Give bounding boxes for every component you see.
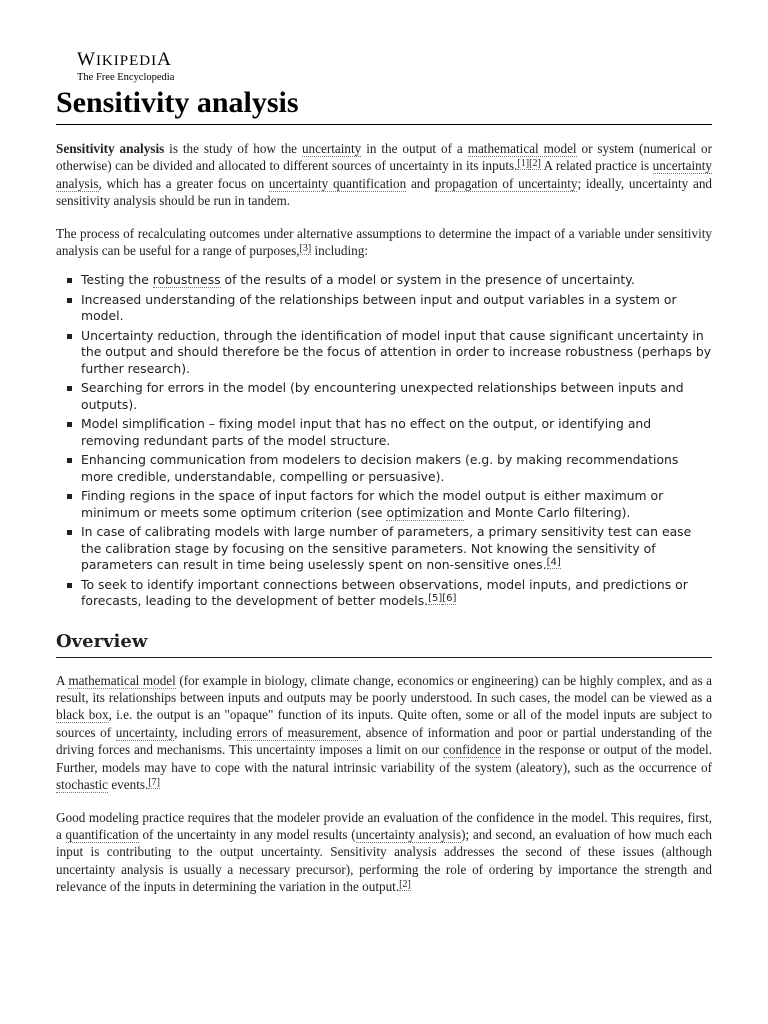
link-robustness[interactable]: robustness [152,272,221,288]
citation-2[interactable]: [2] [529,158,541,170]
link-uncertainty-analysis[interactable]: uncertainty analysis [56,158,712,191]
citation-6[interactable]: [6] [442,593,457,605]
overview-paragraph-2: Good modeling practice requires that the modeler provide an evaluation of the confidence in the model. This requires, first, a quantification of the uncertainty in any model results (uncertainty analysis); and second, an evaluation of how much each input is contributing to the output uncertainty. Sensitivity analysis addresses the second of these issues (although uncertainty analysis is usually a necessary precursor), performing the role of ordering by importance the strength and relevance of the inputs in determining the variation in the output.[2] [56,809,713,895]
list-item: Uncertainty reduction, through the identification of model input that cause significant uncertainty in the output and should therefore be the focus of attention in order to increase robustness (perhaps by further research). [81,328,712,376]
intro-paragraph-2: The process of recalculating outcomes under alternative assumptions to determine the impact of a variable under sensitivity analysis can be useful for a range of purposes,[3] including: [56,225,712,259]
link-errors-of-measurement[interactable]: errors of measurement [236,724,358,740]
citation-3[interactable]: [3] [299,243,312,255]
lead-term: Sensitivity analysis [56,141,165,156]
intro-paragraph-1: Sensitivity analysis is the study of how the uncertainty in the output of a mathematical model or system (numerical or otherwise) can be divided and allocated to different sources of uncertainty in its inputs.[1][2] A related practice is uncertainty analysis, which has a greater focus on uncertainty quantification and propagation of uncertainty; ideally, uncertainty and sensitivity analysis should be run in tandem. [56,141,713,209]
link-uncertainty-quantification[interactable]: uncertainty quantification [268,175,407,191]
article-body [56,140,712,896]
list-item: Enhancing communication from modelers to decision makers (e.g. by making recommendations more credible, understandable, compelling or persuasive). [81,452,712,485]
list-item: To seek to identify important connections between observations, model inputs, and predictions or forecasts, leading to the development of better models.[5][6] [81,577,712,610]
citation-2[interactable]: [2] [399,879,411,891]
link-mathematical-model[interactable]: mathematical model [68,672,176,688]
link-uncertainty[interactable]: uncertainty [115,724,175,740]
link-stochastic[interactable]: stochastic [56,777,109,793]
link-black-box[interactable]: black box [56,707,109,723]
link-mathematical-model[interactable]: mathematical model [467,141,577,156]
list-item: Searching for errors in the model (by encountering unexpected relationships between inputs and outputs). [81,380,712,413]
logo-wordmark: WIKIPEDIA [77,49,172,70]
citation-7[interactable]: [7] [148,777,160,789]
page-title: Sensitivity analysis [56,84,712,125]
link-uncertainty-analysis[interactable]: uncertainty analysis [355,826,462,842]
logo-tagline: The Free Encyclopedia [77,72,175,83]
list-item: Finding regions in the space of input factors for which the model output is either maximum or minimum or meets some optimum criterion (see optimization and Monte Carlo filtering). [81,488,712,521]
link-optimization[interactable]: optimization [386,504,464,520]
section-heading-overview: Overview [56,629,712,658]
wikipedia-logo[interactable] [77,50,174,84]
citation-5[interactable]: [5] [428,593,443,605]
list-item: In case of calibrating models with large number of parameters, a primary sensitivity test can ease the calibration stage by focusing on the sensitive parameters. Not knowing the sensitivity of parameters can result in time being uselessly spent on non-sensitive ones.[4] [81,524,712,573]
purposes-list [56,272,712,609]
list-item: Model simplification – fixing model input that has no effect on the output, or identifying and removing redundant parts of the model structure. [81,416,712,449]
link-uncertainty[interactable]: uncertainty [301,141,362,156]
citation-4[interactable]: [4] [546,557,561,569]
list-item: Increased understanding of the relationships between input and output variables in a system or model. [81,292,712,325]
list-item: Testing the robustness of the results of a model or system in the presence of uncertainty. [81,272,712,288]
link-confidence[interactable]: confidence [443,742,501,758]
overview-paragraph-1: A mathematical model (for example in biology, climate change, economics or engineering) can be highly complex, and as a result, its relationships between inputs and outputs may be poorly understood. In such cases, the model can be viewed as a black box, i.e. the output is an "opaque" function of its inputs. Quite often, some or all of the model inputs are subject to sources of uncertainty, including errors of measurement, absence of information and poor or partial understanding of the driving forces and mechanisms. This uncertainty imposes a limit on our confidence in the response or output of the model. Further, models may have to cope with the natural intrinsic variability of the system (aleatory), such as the occurrence of stochastic events.[7] [56,672,712,793]
link-propagation-of-uncertainty[interactable]: propagation of uncertainty [434,175,578,191]
link-quantification[interactable]: quantification [65,826,139,842]
citation-1[interactable]: [1] [517,158,530,170]
